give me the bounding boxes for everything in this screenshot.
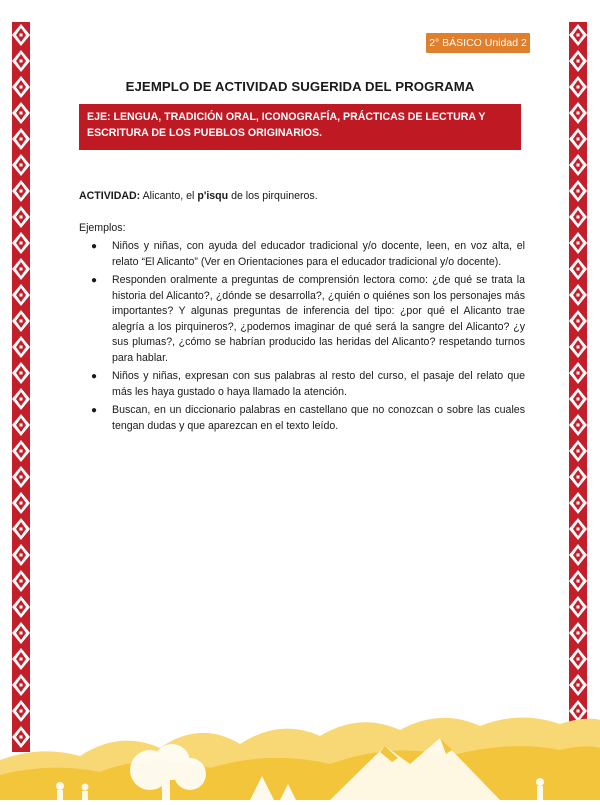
bullet-icon: ● [91, 241, 98, 252]
list-item-text: Niños y niñas, con ayuda del educador tradicional y/o docente, leen, en voz alta, el relato “El Alicanto” (Ver en Orientaciones para el educador tradicional y/o docente). [112, 240, 525, 268]
list-item [79, 369, 525, 400]
grade-unit-badge: 2° BÁSICO Unidad 2 [426, 33, 530, 53]
activity-line [79, 189, 525, 205]
examples-label: Ejemplos: [79, 221, 126, 234]
activity-text-after: de los pirquineros. [228, 190, 318, 202]
activity-text-before: Alicanto, el [140, 190, 198, 202]
bullet-icon: ● [91, 371, 98, 382]
bullet-icon: ● [91, 405, 98, 416]
activity-term: p'isqu [197, 190, 229, 202]
page-title: EJEMPLO DE ACTIVIDAD SUGERIDA DEL PROGRAMA [125, 79, 475, 94]
list-item [79, 273, 525, 366]
activity-content [79, 189, 525, 437]
list-item-text: Responden oralmente a preguntas de comprensión lectora como: ¿de qué se trata la historia del Alicanto?, ¿dónde se desarrolla?, ¿quién o quiénes son los personajes más importantes? Y algunas preguntas de inferencia del tipo: ¿por qué el Alicanto trae alegría a los pirquineros?, ¿podemos imaginar de qué será la sangre del Alicanto? ¿y sus plumas?, ¿cómo se habrían producido las heridas del Alicanto? respetando turnos para hablar. [112, 274, 525, 364]
landscape-illustration [0, 690, 600, 800]
list-item [79, 239, 525, 270]
examples-list [79, 239, 525, 434]
right-decorative-band [567, 22, 589, 752]
left-decorative-band [10, 22, 32, 752]
activity-label: ACTIVIDAD: [79, 190, 141, 202]
list-item-text: Niños y niñas, expresan con sus palabras al resto del curso, el pasaje del relato que más les haya gustado o haya llamado la atención. [112, 370, 525, 398]
list-item-text: Buscan, en un diccionario palabras en castellano que no conozcan o sobre las cuales tengan dudas y que aparezcan en el texto leído. [112, 404, 525, 432]
axis-banner: EJE: LENGUA, TRADICIÓN ORAL, ICONOGRAFÍA, PRÁCTICAS DE LECTURA Y ESCRITURA DE LOS PUEBLOS ORIGINARIOS. [79, 104, 521, 150]
list-item [79, 403, 525, 434]
bullet-icon: ● [91, 275, 98, 286]
